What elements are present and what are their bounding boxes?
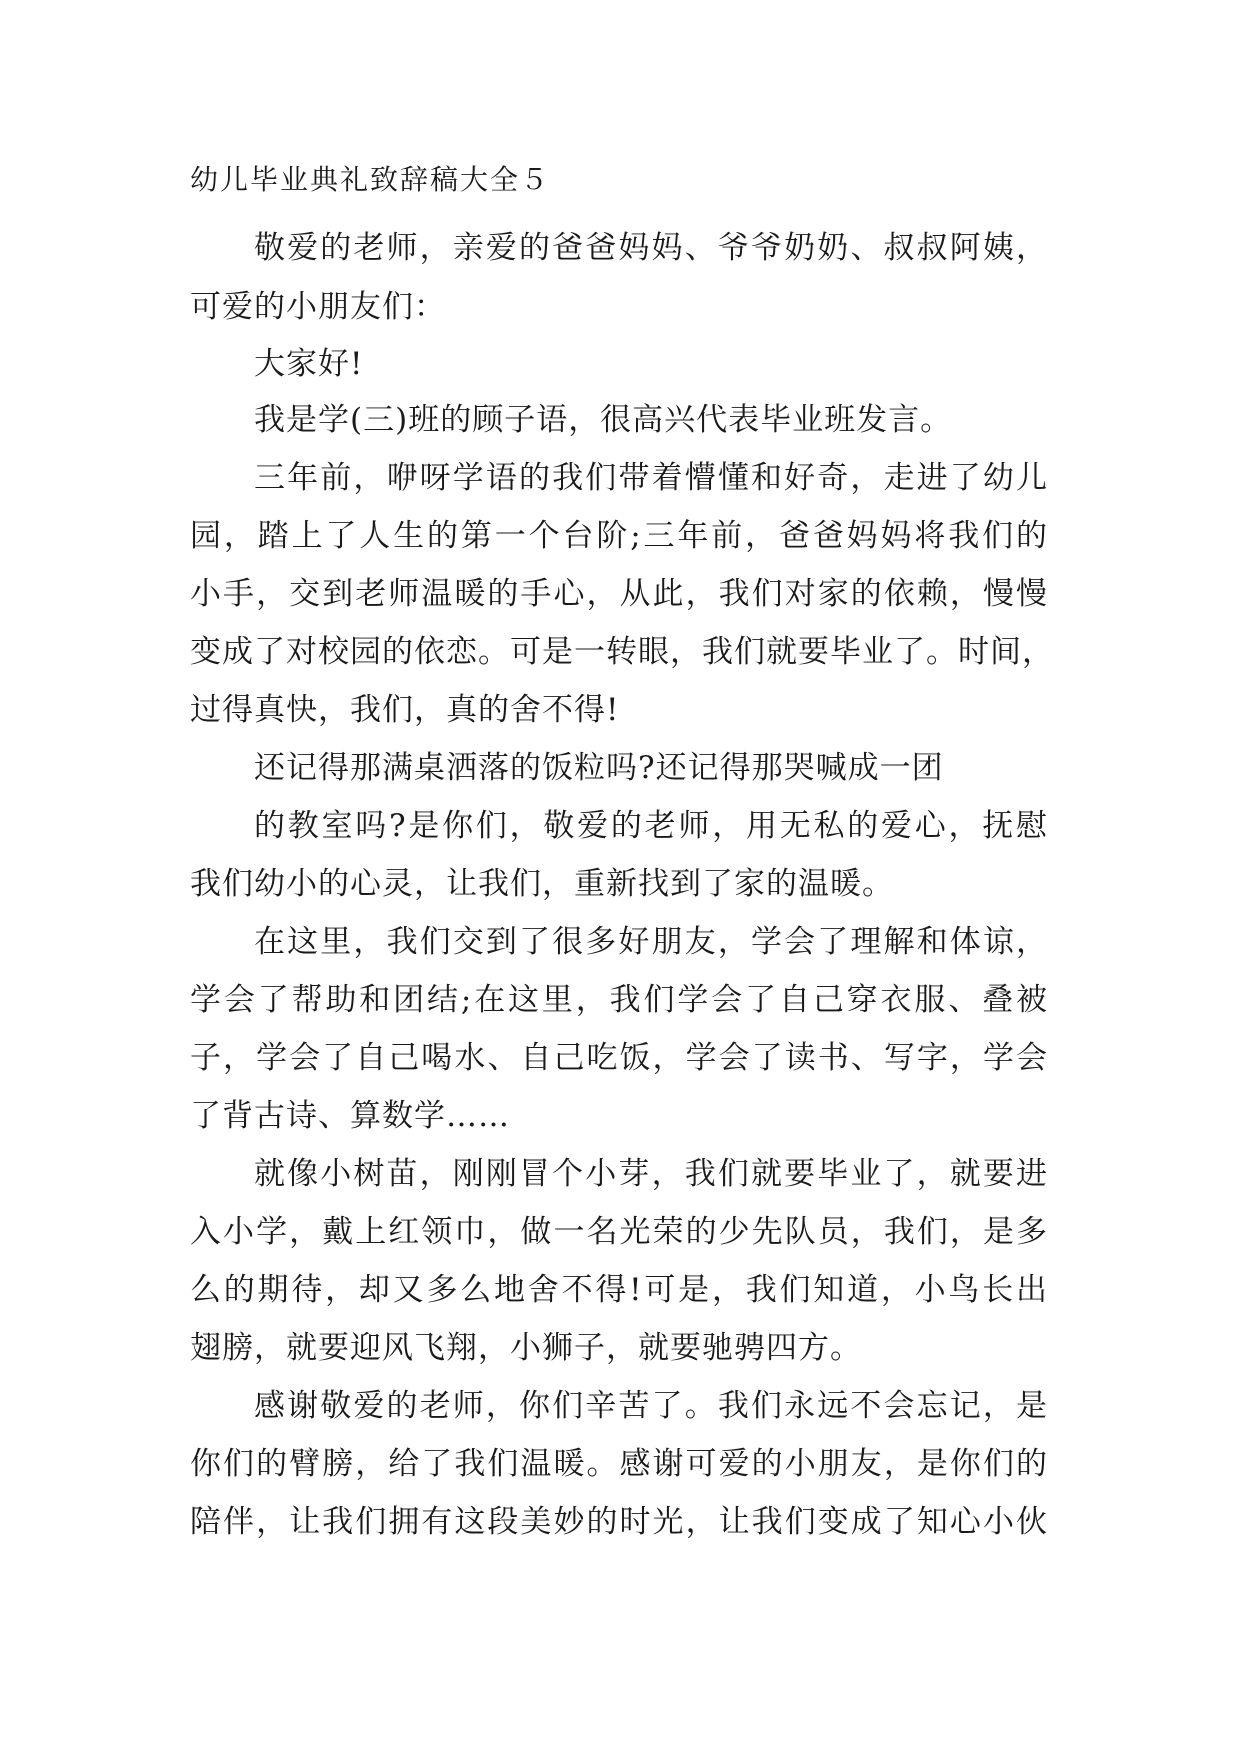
text-line: 我们幼小的心灵，让我们，重新找到了家的温暖。: [190, 866, 894, 902]
text-line: 三年前，咿呀学语的我们带着懵懂和好奇，走进了幼儿: [254, 460, 1048, 496]
text-line: 翅膀，就要迎风飞翔，小狮子，就要驰骋四方。: [190, 1330, 862, 1366]
document-title: 幼儿毕业典礼致辞稿大全５: [190, 163, 551, 196]
text-line: 小手，交到老师温暖的手心，从此，我们对家的依赖，慢慢: [190, 576, 1048, 612]
text-line: 大家好!: [254, 346, 364, 382]
text-line: 学会了帮助和团结;在这里，我们学会了自己穿衣服、叠被: [190, 982, 1048, 1018]
text-line: 在这里，我们交到了很多好朋友，学会了理解和体谅，: [254, 924, 1048, 960]
text-line: 园，踏上了人生的第一个台阶;三年前，爸爸妈妈将我们的: [190, 518, 1048, 554]
text-line: 我是学(三)班的顾子语，很高兴代表毕业班发言。: [254, 402, 953, 438]
text-line: 可爱的小朋友们：: [190, 289, 446, 325]
text-line: 子，学会了自己喝水、自己吃饭，学会了读书、写字，学会: [190, 1040, 1048, 1076]
text-line: 感谢敬爱的老师，你们辛苦了。我们永远不会忘记，是: [254, 1388, 1048, 1424]
text-line: 还记得那满桌洒落的饭粒吗?还记得那哭喊成一团: [254, 750, 944, 786]
text-line: 了背古诗、算数学……: [190, 1098, 510, 1134]
text-line: 就像小树苗，刚刚冒个小芽，我们就要毕业了，就要进: [254, 1156, 1048, 1192]
text-line: 敬爱的老师，亲爱的爸爸妈妈、爷爷奶奶、叔叔阿姨，: [254, 230, 1048, 266]
text-line: 么的期待，却又多么地舍不得!可是，我们知道，小鸟长出: [190, 1272, 1048, 1308]
text-line: 变成了对校园的依恋。可是一转眼，我们就要毕业了。时间，: [190, 634, 1054, 670]
text-line: 入小学，戴上红领巾，做一名光荣的少先队员，我们，是多: [190, 1214, 1048, 1250]
text-line: 你们的臂膀，给了我们温暖。感谢可爱的小朋友，是你们的: [190, 1446, 1048, 1482]
text-line: 陪伴，让我们拥有这段美妙的时光，让我们变成了知心小伙: [190, 1504, 1048, 1540]
text-line: 的教室吗?是你们，敬爱的老师，用无私的爱心，抚慰: [254, 808, 1048, 844]
text-line: 过得真快，我们，真的舍不得!: [190, 692, 620, 728]
